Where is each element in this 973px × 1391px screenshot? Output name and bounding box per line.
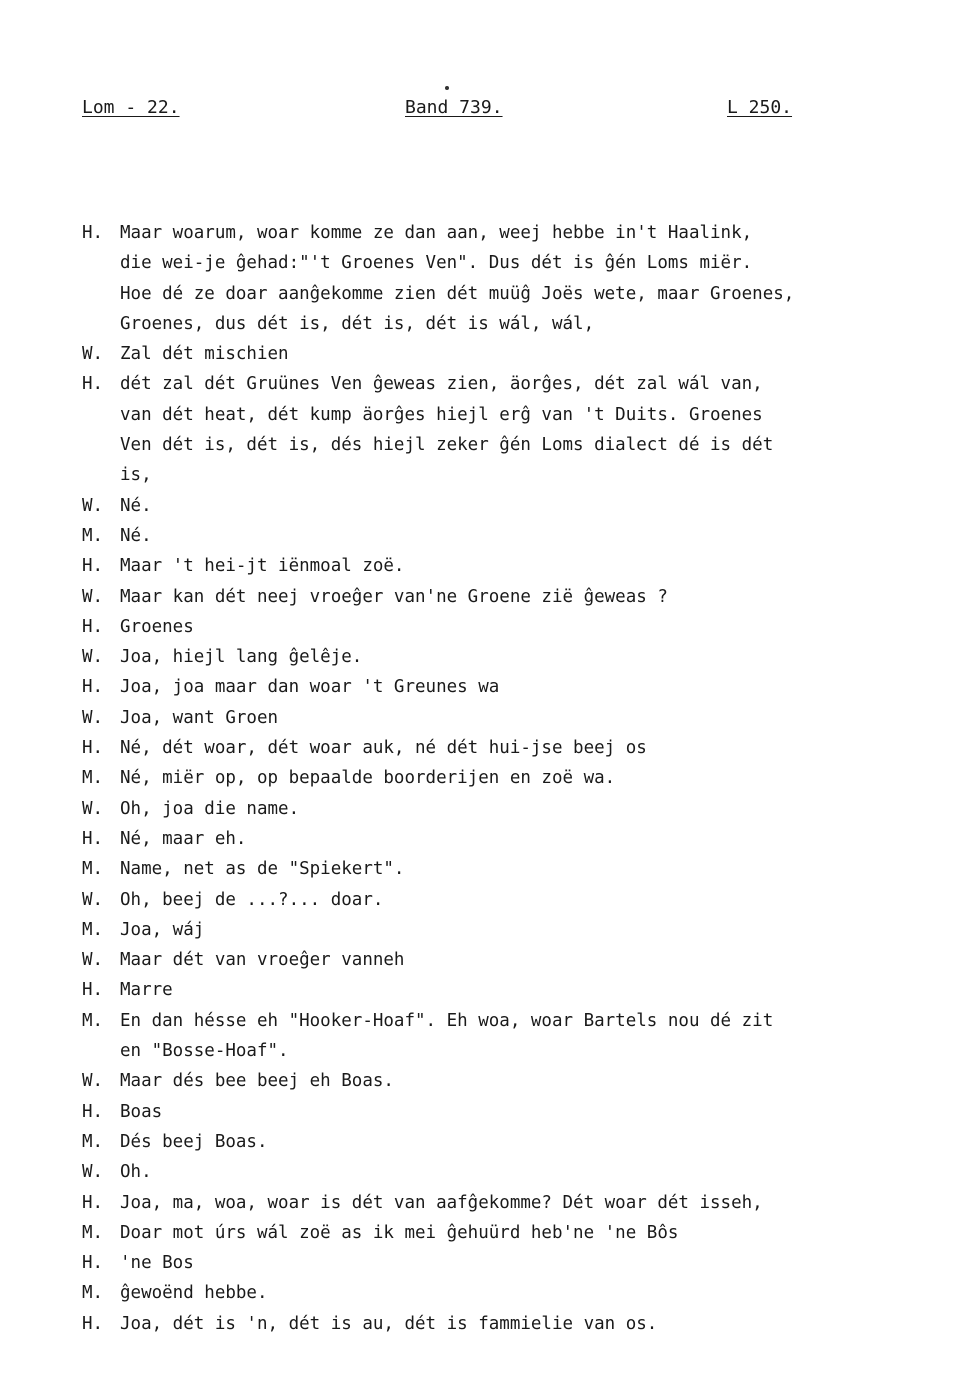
utterance-line: En dan hésse eh "Hooker-Hoaf". Eh woa, woar Bartels nou dé zit [120,1010,774,1031]
speaker-label: H. [82,1192,104,1213]
utterance-line: Maar kan dét neej vroeĝer van'ne Groene zië ĝeweas ? [120,586,668,607]
utterance [120,1309,962,1339]
speaker-label: H. [82,1101,104,1122]
utterance-line: Né. [120,525,152,546]
utterance-line: Groenes, dus dét is, dét is, dét is wál, wál, [120,313,595,334]
utterance [120,854,962,884]
speaker-label: W. [82,798,104,819]
utterance-line: Dés beej Boas. [120,1131,268,1152]
dialogue-turn [82,763,962,793]
header-right: L 250. [727,97,793,118]
utterance [120,945,962,975]
dialogue-turn [82,1097,962,1127]
utterance [120,551,962,581]
utterance [120,763,962,793]
utterance [120,1278,962,1308]
utterance [120,1248,962,1278]
utterance [120,975,962,1005]
speaker-label: M. [82,768,104,789]
utterance-line: Oh, beej de ...?... doar. [120,889,384,910]
utterance-line: Maar dés bee beej eh Boas. [120,1071,394,1092]
utterance-line: Doar mot úrs wál zoë as ik mei ĝehuürd heb'ne 'ne Bôs [120,1222,679,1243]
speaker-label: W. [82,495,104,516]
utterance [120,915,962,945]
dialogue-turn [82,794,962,824]
utterance [120,672,962,702]
speaker-label: H. [82,556,104,577]
dialogue-turn [82,1218,962,1248]
utterance-line: Boas [120,1101,163,1122]
utterance [120,733,962,763]
dialogue-turn [82,1157,962,1187]
dialogue-turn [82,915,962,945]
utterance [120,582,962,612]
utterance [120,491,962,521]
speaker-label: M. [82,1131,104,1152]
speaker-label: W. [82,950,104,971]
speaker-label: M. [82,525,104,546]
utterance [120,1157,962,1187]
utterance-line: ĝewoënd hebbe. [120,1283,268,1304]
utterance-line: Joa, hiejl lang ĝelêje. [120,647,363,668]
utterance-line: Joa, ma, woa, woar is dét van aafĝekomme? Dét woar dét isseh, [120,1192,763,1213]
utterance [120,824,962,854]
dialogue-turn [82,491,962,521]
utterance-line: Joa, wáj [120,919,205,940]
utterance-line: Oh, joa die name. [120,798,300,819]
utterance-line: die wei-je ĝehad:"'t Groenes Ven". Dus dét is ĝén Loms miër. [120,253,753,274]
speaker-label: W. [82,647,104,668]
speaker-label: H. [82,223,104,243]
speaker-label: M. [82,859,104,880]
utterance-line: Name, net as de "Spiekert". [120,859,405,880]
utterance-line: Né, miër op, op bepaalde boorderijen en zoë wa. [120,768,616,789]
header-left: Lom - 22. [82,97,180,118]
utterance-line: Maar 't hei-jt iënmoal zoë. [120,556,405,577]
utterance-line: Marre [120,980,173,1001]
speaker-label: H. [82,1313,104,1334]
utterance-line: Oh. [120,1162,152,1183]
speaker-label: W. [82,707,104,728]
utterance [120,1127,962,1157]
dialogue-turn [82,1248,962,1278]
dialogue-turn [82,1066,962,1096]
dialogue-turn [82,582,962,612]
dialogue-turn [82,612,962,642]
utterance-line: Ven dét is, dét is, dés hiejl zeker ĝén Loms dialect dé is dét [120,435,774,456]
speaker-label: W. [82,586,104,607]
dialogue-turn [82,885,962,915]
speaker-label: W. [82,344,104,365]
utterance-line: Né, dét woar, dét woar auk, né dét hui-jse beej os [120,738,647,759]
speaker-label: H. [82,677,104,698]
dialogue-turn [82,1278,962,1308]
page-header [0,97,973,127]
utterance-line: Né. [120,495,152,516]
dialogue-turn [82,642,962,672]
utterance [120,1188,962,1218]
utterance-line: en "Bosse-Hoaf". [120,1041,289,1062]
speaker-label: H. [82,738,104,759]
utterance [120,1097,962,1127]
utterance [120,703,962,733]
utterance [120,612,962,642]
utterance-line: Maar dét van vroeĝer vanneh [120,950,405,971]
utterance [120,642,962,672]
utterance [120,218,962,339]
dialogue-turn [82,733,962,763]
speaker-label: W. [82,1162,104,1183]
utterance-line: Joa, want Groen [120,707,279,728]
speaker-label: M. [82,919,104,940]
dialogue-turn [82,369,962,490]
speaker-label: H. [82,828,104,849]
utterance [120,521,962,551]
dialogue-turn [82,672,962,702]
utterance [120,885,962,915]
speaker-label: H. [82,980,104,1001]
dialogue-turn [82,551,962,581]
dialogue-turn [82,218,962,339]
utterance-line: Né, maar eh. [120,828,247,849]
utterance [120,339,962,369]
utterance [120,1066,962,1096]
dialogue-turn [82,1006,962,1067]
speaker-label: W. [82,1071,104,1092]
utterance-line: Joa, joa maar dan woar 't Greunes wa [120,677,500,698]
dialogue-turn [82,1188,962,1218]
speaker-label: W. [82,889,104,910]
speaker-label: H. [82,1253,104,1274]
utterance-line: Groenes [120,616,194,637]
utterance-line: van dét heat, dét kump äorĝes hiejl erĝ van 't Duits. Groenes [120,404,763,425]
speaker-label: H. [82,616,104,637]
dialogue-turn [82,975,962,1005]
header-center: Band 739. [405,97,503,118]
utterance [120,1218,962,1248]
utterance-line: 'ne Bos [120,1253,194,1274]
utterance-line: dét zal dét Gruünes Ven ĝeweas zien, äorĝes, dét zal wál van, [120,374,763,395]
speaker-label: H. [82,374,104,395]
utterance-line: Joa, dét is 'n, dét is au, dét is fammielie van os. [120,1313,658,1334]
utterance-line: Hoe dé ze doar aanĝekomme zien dét muüĝ Joës wete, maar Groenes, [120,283,795,304]
utterance [120,1006,962,1067]
dialogue-turn [82,339,962,369]
utterance-line: Zal dét mischien [120,344,289,365]
speaker-label: M. [82,1222,104,1243]
speaker-label: M. [82,1283,104,1304]
dialogue-turn [82,1309,962,1339]
dialogue-turn [82,824,962,854]
transcript-body [82,218,962,1339]
dialogue-turn [82,521,962,551]
dialogue-turn [82,854,962,884]
utterance-line: is, [120,465,152,486]
speck-mark [445,86,449,90]
dialogue-turn [82,945,962,975]
utterance [120,794,962,824]
dialogue-turn [82,703,962,733]
utterance-line: Maar woarum, woar komme ze dan aan, weej hebbe in't Haalink, [120,223,753,243]
dialogue-turn [82,1127,962,1157]
speaker-label: M. [82,1010,104,1031]
utterance [120,369,962,490]
